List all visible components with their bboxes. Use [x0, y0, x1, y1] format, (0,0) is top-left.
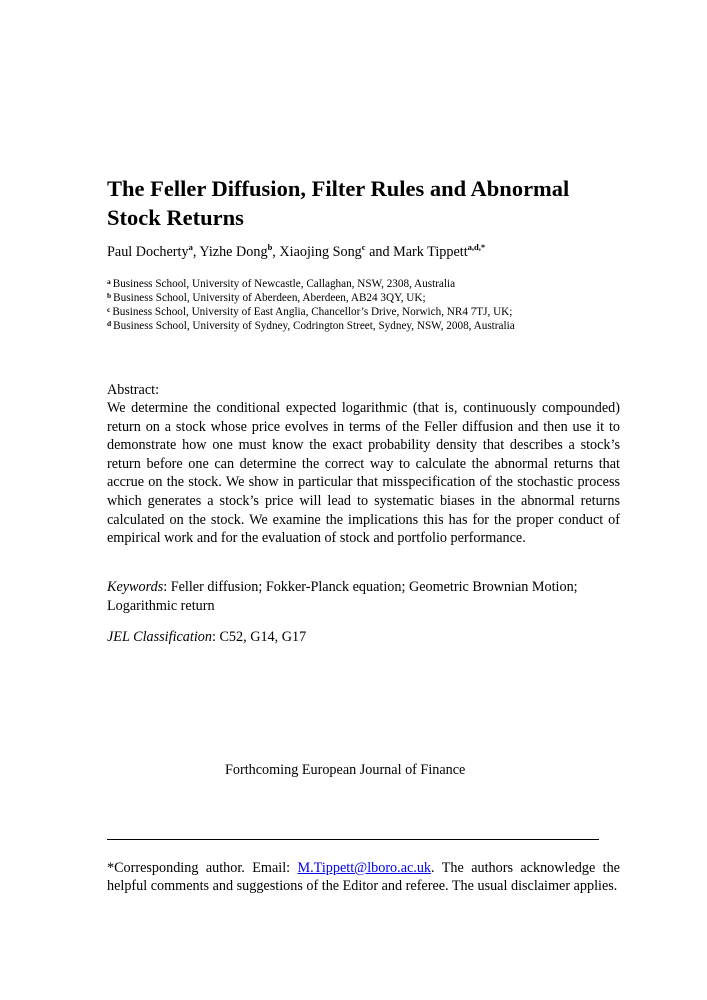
- keywords-label: Keywords: [107, 579, 164, 595]
- author-affiliation-mark: a,d,*: [467, 242, 486, 252]
- jel-label: JEL Classification: [107, 629, 212, 645]
- affiliation-text: Business School, University of Newcastle, Callaghan, NSW, 2308, Australia: [112, 278, 456, 290]
- affiliation-mark: a: [107, 277, 111, 286]
- affiliation-line: [107, 319, 647, 333]
- author-affiliation-mark: a: [188, 242, 193, 252]
- affiliation-line: [107, 305, 647, 319]
- abstract-body: We determine the conditional expected logarithmic (that is, continuously compounded) return on a stock whose price evolves in terms of the Feller diffusion and then use it to demonstrate how one must know the exact probability density that describes a stock’s return before one can determine the correct way to calculate the abnormal returns that accrue on the stock. We show in particular that misspecification of the stochastic process which generates a stock’s price will lead to systematic biases in the abnormal returns calculated on the stock. We examine the implications this has for the proper conduct of empirical work and for the evaluation of stock and portfolio performance.: [107, 400, 620, 547]
- jel-classification: [107, 628, 306, 646]
- footnote-prefix: *Corresponding author. Email:: [107, 860, 298, 876]
- author-name: Mark Tippett: [393, 244, 468, 260]
- affiliation-mark: d: [107, 319, 112, 328]
- corresponding-author-footnote: [107, 859, 620, 895]
- author-name: Yizhe Dong: [199, 244, 268, 260]
- affiliation-text: Business School, University of East Anglia, Chancellor’s Drive, Norwich, NR4 7TJ, UK;: [112, 306, 513, 318]
- affiliation-mark: b: [107, 291, 112, 300]
- affiliation-text: Business School, University of Aberdeen, Aberdeen, AB24 3QY, UK;: [113, 292, 426, 304]
- author-affiliation-mark: c: [361, 242, 366, 252]
- author-list: [107, 243, 485, 261]
- keywords: [107, 578, 620, 615]
- publication-note: Forthcoming European Journal of Finance: [225, 762, 466, 778]
- author-name: Xiaojing Song: [279, 244, 362, 260]
- footnote-suffix: . The authors acknowledge the helpful comments and suggestions of the Editor and referee. The usual disclaimer applies.: [107, 860, 620, 894]
- affiliation-line: [107, 277, 647, 291]
- affiliation-mark: c: [107, 305, 111, 314]
- footnote-divider: [107, 839, 599, 840]
- author-separator: ,: [272, 244, 280, 260]
- email-link[interactable]: M.Tippett@lboro.ac.uk: [297, 860, 432, 876]
- keywords-text: : Feller diffusion; Fokker-Planck equation; Geometric Brownian Motion; Logarithmic return: [107, 579, 578, 614]
- affiliation-line: [107, 291, 647, 305]
- author-affiliation-mark: b: [267, 242, 273, 252]
- author-name: Paul Docherty: [107, 244, 189, 260]
- jel-codes: : C52, G14, G17: [211, 629, 307, 645]
- affiliation-text: Business School, University of Sydney, Codrington Street, Sydney, NSW, 2008, Australia: [113, 320, 515, 332]
- author-separator: and: [365, 244, 394, 260]
- abstract-heading: Abstract:: [107, 382, 160, 398]
- affiliation-list: [107, 277, 647, 333]
- author-separator: ,: [192, 244, 200, 260]
- paper-title: The Feller Diffusion, Filter Rules and Abnormal Stock Returns: [107, 176, 570, 230]
